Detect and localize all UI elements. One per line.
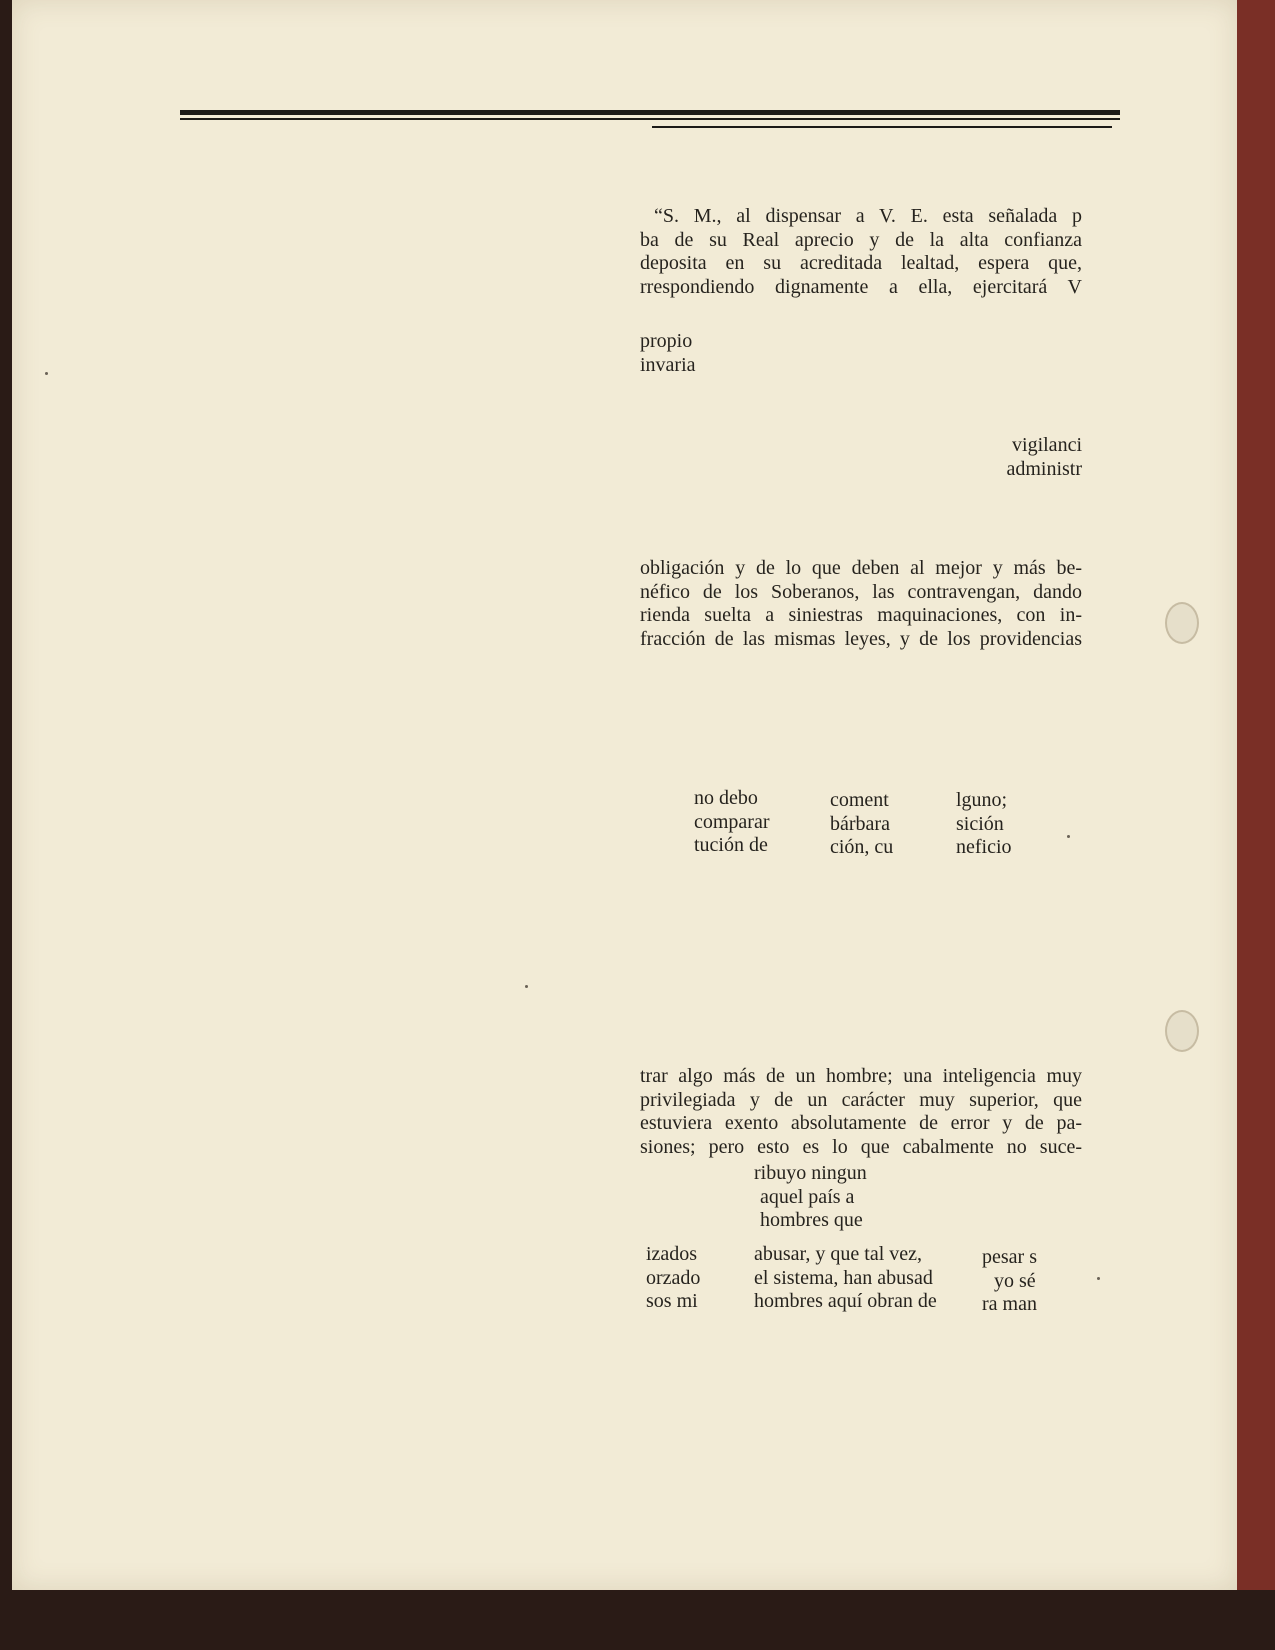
column-fragment: [982, 1246, 1037, 1317]
text-line: administr: [1006, 457, 1082, 480]
column-fragment: [754, 1243, 937, 1314]
column-fragment: [694, 787, 770, 858]
text-line: vigilanci: [1012, 434, 1082, 456]
column-fragment: [956, 789, 1012, 860]
paper-speck: [525, 985, 528, 988]
text-line: ribuyo ningun: [754, 1162, 867, 1184]
binding-hole: [1165, 602, 1199, 644]
text-line: invaria: [640, 353, 696, 376]
paragraph-2: [640, 557, 1082, 651]
text-line: yo sé: [994, 1269, 1036, 1292]
header-rule-thin: [180, 118, 1120, 120]
paragraph-3: [640, 1065, 1082, 1159]
text-line: orzado: [646, 1266, 701, 1289]
text-fragment: [754, 1162, 867, 1233]
text-line: rienda suelta a siniestras maquinaciones, con in-: [640, 604, 1082, 626]
text-line: siones; pero esto es lo que cabalmente no suce-: [640, 1135, 1082, 1158]
text-line: bárbara: [830, 812, 890, 835]
header-rule-thick: [180, 110, 1120, 115]
text-line: estuviera exento absolutamente de error y de pa-: [640, 1112, 1082, 1134]
column-fragment: [830, 789, 893, 860]
text-line: rrespondiendo dignamente a ella, ejercitará V: [640, 275, 1082, 298]
paper-speck: [1097, 1277, 1100, 1280]
text-line: fracción de las mismas leyes, y de los providencias: [640, 627, 1082, 650]
text-line: “S. M., al dispensar a V. E. esta señalada p: [654, 205, 1082, 227]
text-line: neficio: [956, 836, 1012, 858]
text-line: hombres que: [760, 1209, 863, 1231]
text-line: ción, cu: [830, 836, 894, 858]
text-line: lguno;: [956, 789, 1008, 811]
text-line: deposita en su acreditada lealtad, espera que,: [640, 252, 1082, 274]
text-line: tución de: [694, 834, 768, 856]
text-line: ba de su Real aprecio y de la alta confianza: [640, 228, 1082, 251]
text-line: pesar s: [982, 1246, 1037, 1268]
text-line: propio: [640, 330, 693, 352]
text-fragment: [640, 330, 696, 377]
text-line: el sistema, han abusad: [754, 1266, 933, 1289]
text-line: obligación y de lo que deben al mejor y más be-: [640, 557, 1082, 579]
header-rule-thin: [652, 126, 1112, 128]
text-line: trar algo más de un hombre; una inteligencia muy: [640, 1065, 1082, 1087]
text-line: comparar: [694, 810, 770, 833]
binding-hole: [1165, 1010, 1199, 1052]
paper-speck: [1067, 835, 1070, 838]
text-line: néfico de los Soberanos, las contravengan, dando: [640, 580, 1082, 603]
scan-background: [0, 1590, 1275, 1650]
text-line: no debo: [694, 787, 758, 809]
text-line: hombres aquí obran de: [754, 1290, 937, 1312]
text-line: izados: [646, 1243, 698, 1265]
text-line: ra man: [982, 1293, 1037, 1315]
text-line: abusar, y que tal vez,: [754, 1243, 923, 1265]
document-page: [12, 0, 1237, 1590]
text-line: aquel país a: [760, 1185, 855, 1208]
text-fragment: [972, 434, 1082, 481]
paper-speck: [45, 372, 48, 375]
text-line: privilegiada y de un carácter muy superior, que: [640, 1088, 1082, 1111]
text-line: coment: [830, 789, 889, 811]
column-fragment: [646, 1243, 700, 1314]
text-line: sición: [956, 812, 1004, 835]
paragraph-1: [640, 205, 1082, 299]
text-line: sos mi: [646, 1290, 698, 1312]
